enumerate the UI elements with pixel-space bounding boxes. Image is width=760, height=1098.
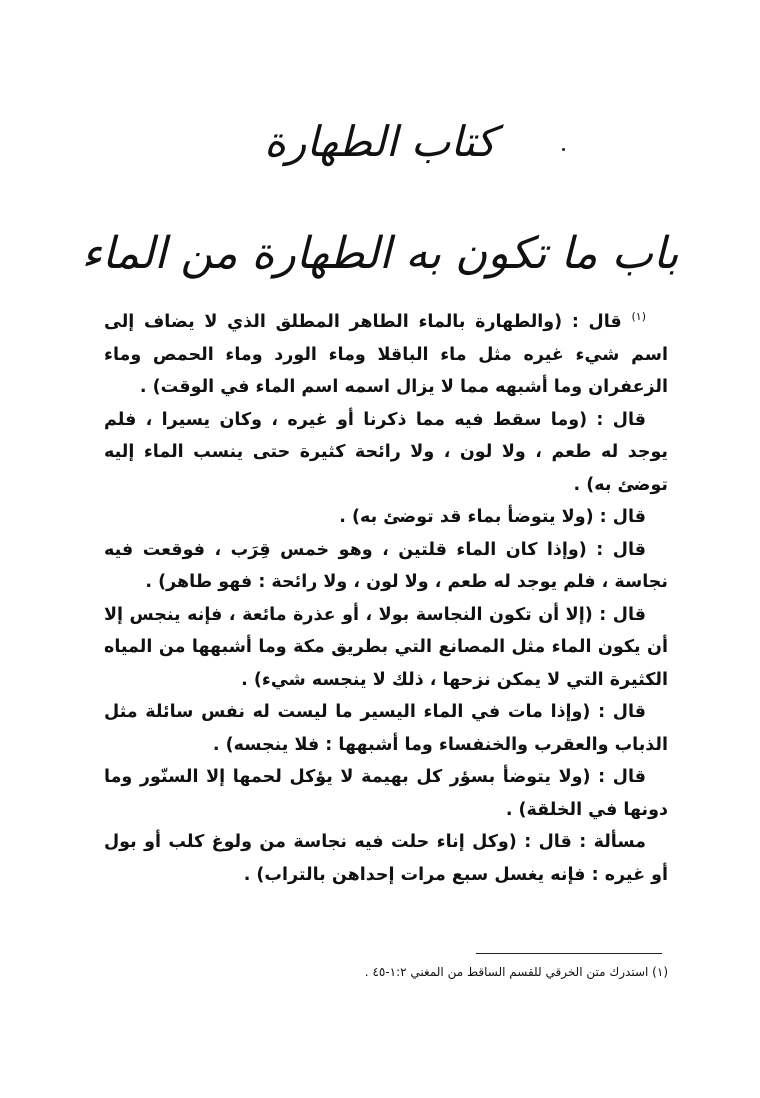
paragraph-6: قال : (وإذا مات في الماء اليسير ما ليست له نفس سائلة مثل الذباب والعقرب والخنفساء وما أشبهها : فلا ينجسه) . xyxy=(104,702,668,755)
paragraph-1-text: قال : (والطهارة بالماء الطاهر المطلق الذي لا يضاف إلى اسم شيء غيره مثل ماء الباقلا وماء الورد وماء الحمص وماء الزعفران وما أشبهه مما لا يزال اسمه اسم الماء في الوقت) . xyxy=(104,312,668,397)
paragraph-1 xyxy=(104,306,668,404)
book-title: كتاب الطهارة xyxy=(264,117,496,166)
body-text xyxy=(104,306,668,891)
chapter-title: باب ما تكون به الطهارة من الماء xyxy=(81,228,679,279)
footnote: (١) استدرك متن الخرقي للقسم الساقط من المغني ١:٢-٤٥ . xyxy=(364,965,668,979)
footnote-reference: (١) xyxy=(631,310,647,324)
paragraph-4: قال : (وإذا كان الماء قلتين ، وهو خمس قِرَب ، فوقعت فيه نجاسة ، فلم يوجد له طعم ، ولا لون ، ولا رائحة : فهو طاهر) . xyxy=(104,539,668,592)
paragraph-7: قال : (ولا يتوضأ بسؤر كل بهيمة لا يؤكل لحمها إلا السنّور وما دونها في الخلقة) . xyxy=(104,767,668,820)
footnote-divider xyxy=(476,953,662,954)
paragraph-8: مسألة : قال : (وكل إناء حلت فيه نجاسة من ولوغ كلب أو بول أو غيره : فإنه يغسل سبع مرات إحداهن بالتراب) . xyxy=(104,832,668,885)
stray-dot xyxy=(562,148,565,151)
paragraph-5: قال : (إلا أن تكون النجاسة بولا ، أو عذرة مائعة ، فإنه ينجس إلا أن يكون الماء مثل المصانع التي بطريق مكة وما أشبهها من المياه الكثيرة التي لا يمكن نزحها ، ذلك لا ينجسه شيء) . xyxy=(104,604,668,690)
paragraph-3: قال : (ولا يتوضأ بماء قد توضئ به) . xyxy=(339,507,646,527)
paragraph-2: قال : (وما سقط فيه مما ذكرنا أو غيره ، وكان يسيرا ، فلم يوجد له طعم ، ولا لون ، ولا رائحة كثيرة حتى ينسب الماء إليه توضئ به) . xyxy=(104,409,668,495)
